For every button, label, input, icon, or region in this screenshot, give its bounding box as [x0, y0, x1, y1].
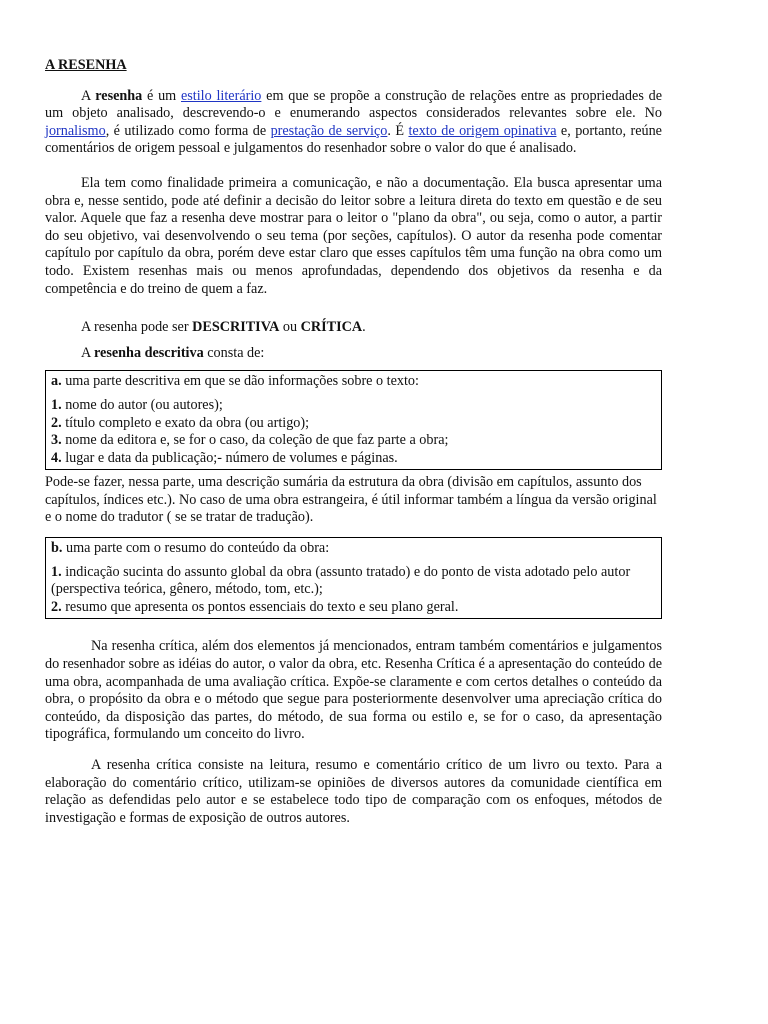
page-title: A RESENHA	[45, 57, 127, 73]
link-texto-de-origem-opinativa[interactable]: texto de origem opinativa	[408, 122, 557, 139]
list-item: 3. nome da editora e, se for o caso, da coleção de que faz parte a obra;	[51, 432, 449, 449]
document-page	[45, 57, 662, 827]
term-resenha-descritiva: resenha descritiva	[94, 344, 204, 361]
box-part-a	[45, 370, 662, 470]
list-item: 2. título completo e exato da obra (ou artigo);	[51, 414, 310, 431]
link-estilo-literario[interactable]: estilo literário	[180, 87, 262, 104]
link-prestacao-de-servico[interactable]: prestação de serviço	[270, 122, 388, 139]
critical-paragraph: Na resenha crítica, além dos elementos já mencionados, entram também comentários e julgamentos do resenhador sobre as idéias do autor, o valor da obra, etc. Resenha Crítica é a apresentação do conteúdo de uma obra, acompanhada de uma avaliação crítica. Expõe-se claramente e com certos detalhes o conteúdo da obra, o propósito da obra e o método que segue para posteriormente desenvolver uma apreciação crítica do conteúdo, da disposição das partes, do método, de sua forma ou estilo e, se for o caso, da apresentação tipográfica, formulando um conceito do livro.	[45, 638, 662, 743]
term-resenha: resenha	[95, 87, 143, 104]
term-critica: CRÍTICA	[300, 319, 363, 336]
box-part-b	[45, 537, 662, 619]
box-a-heading: a. uma parte descritiva em que se dão informações sobre o texto:	[51, 373, 419, 390]
types-paragraph: A resenha pode ser DESCRITIVA ou CRÍTICA.	[81, 319, 366, 336]
intro-paragraph: A resenha é um estilo literário em que se propõe a construção de relações entre as propriedades de um objeto analisado, descrevendo-o e enumerando aspectos considerados relevantes sobre ele. No jornalismo, é utilizado como forma de prestação de serviço. É texto de origem opinativa e, portanto, reúne comentários de origem pessoal e julgamentos do resenhador sobre o valor do que é analisado.	[45, 87, 662, 157]
link-jornalismo[interactable]: jornalismo	[45, 122, 106, 139]
list-item: 2. resumo que apresenta os pontos essenciais do texto e seu plano geral.	[51, 598, 459, 615]
list-item: 4. lugar e data da publicação;- número de volumes e páginas.	[51, 449, 398, 466]
list-item: 1. nome do autor (ou autores);	[51, 396, 223, 413]
list-item: 1. indicação sucinta do assunto global da obra (assunto tratado) e do ponto de vista adotado pelo autor (perspectiva teórica, gênero, método, tom, etc.);	[51, 563, 631, 598]
term-descritiva: DESCRITIVA	[192, 319, 280, 336]
part-a-note: Pode-se fazer, nessa parte, uma descrição sumária da estrutura da obra (divisão em capítulos, assunto dos capítulos, índices etc.). No caso de uma obra estrangeira, é útil informar também a língua da versão original e o nome do tradutor ( se se tratar de tradução).	[45, 474, 657, 526]
box-b-heading: b. uma parte com o resumo do conteúdo da obra:	[51, 540, 330, 557]
purpose-paragraph: Ela tem como finalidade primeira a comunicação, e não a documentação. Ela busca apresentar uma obra e, nesse sentido, pode até definir a decisão do leitor sobre a leitura direta do texto em questão e de seu valor. Aquele que faz a resenha deve mostrar para o leitor o "plano da obra", ou seja, como o autor, a partir do seu objetivo, vai desenvolvendo o seu tema (por seções, capítulos). O autor da resenha pode comentar capítulo por capítulo da obra, porém deve estar claro que esses capítulos têm uma função na obra como um todo. Existem resenhas mais ou menos aprofundadas, dependendo dos objetivos da resenha e da competência e do treino de quem a faz.	[45, 174, 662, 297]
critical-definition-paragraph: A resenha crítica consiste na leitura, resumo e comentário crítico de um livro ou texto. Para a elaboração do comentário crítico, utilizam-se opiniões de diversos autores da comunidade científica em relação as defendidas pelo autor e se estabelece todo tipo de comparação com os enfoques, métodos de investigação e formas de exposição de outros autores.	[45, 757, 662, 826]
descriptive-intro: A resenha descritiva consta de:	[81, 344, 265, 361]
